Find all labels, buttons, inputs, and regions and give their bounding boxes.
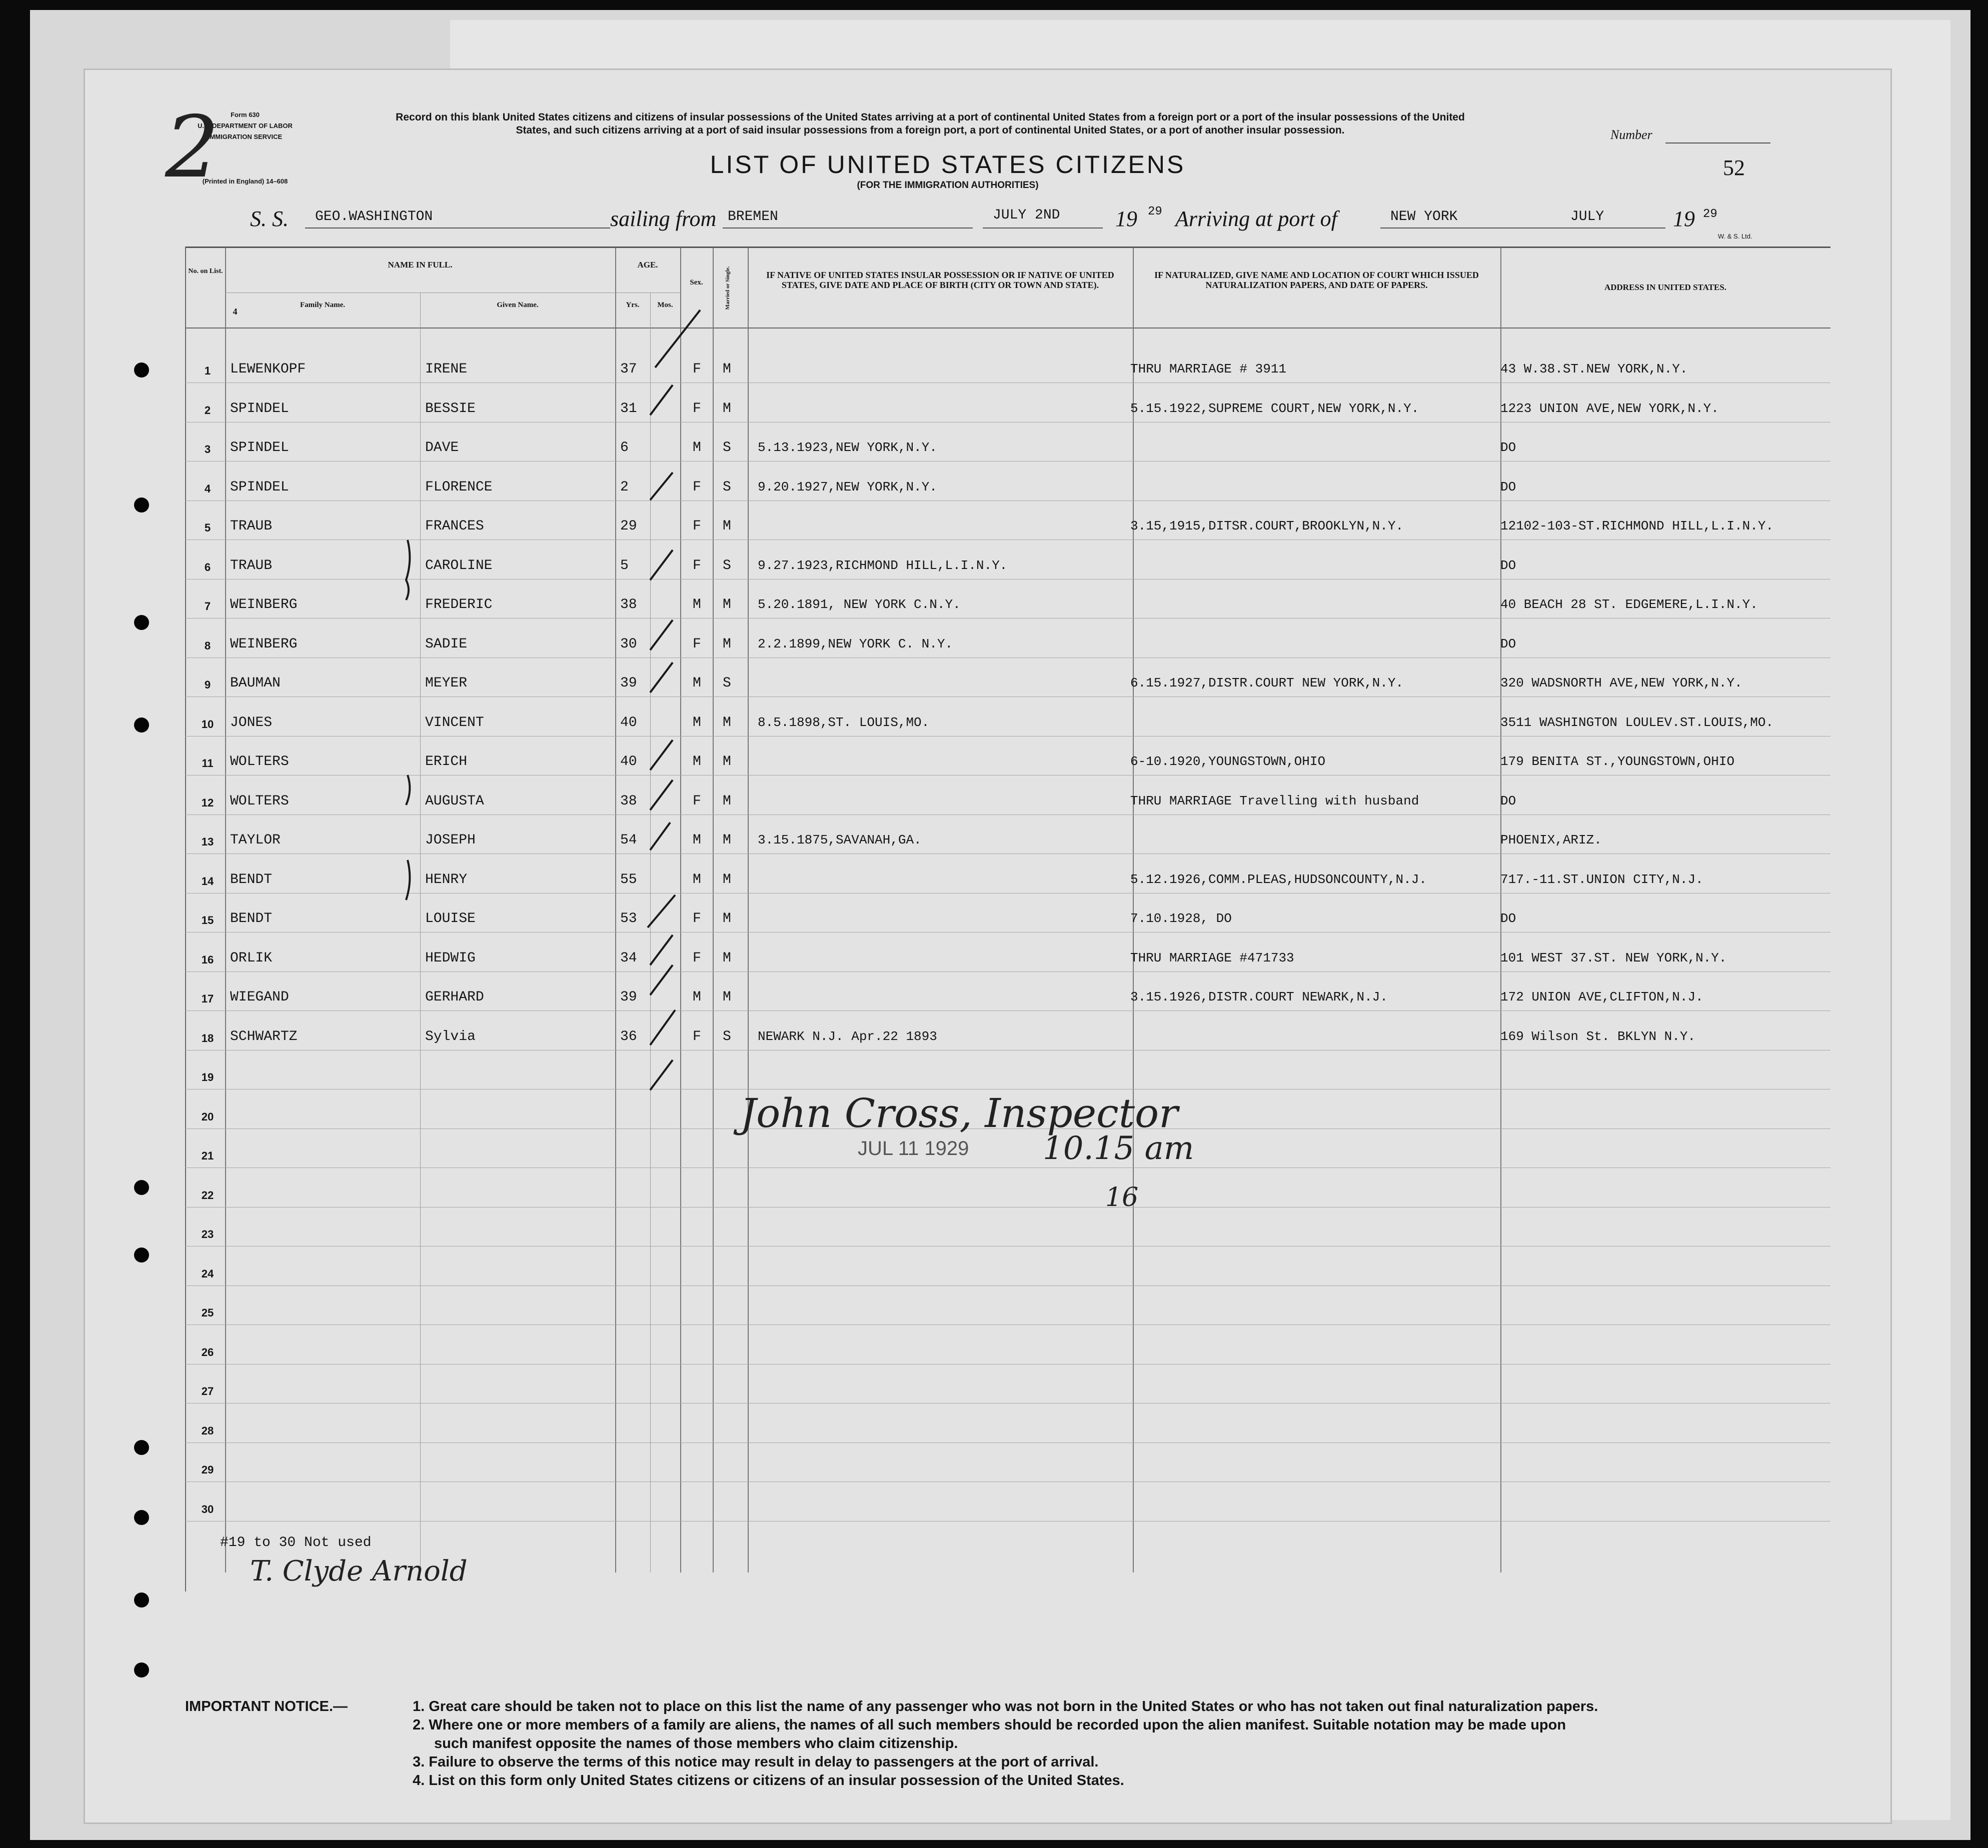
row-number: 10 [201,718,214,730]
cell-sex: F [693,636,701,652]
cell-family: ORLIK [230,950,273,966]
cell-yrs: 38 [620,597,637,612]
cell-family: JONES [230,714,273,730]
row-number: 3 [204,443,211,456]
page-count: 16 [1105,1182,1139,1212]
row-number: 7 [204,600,211,612]
cell-sex: M [693,676,701,691]
col-header-address: ADDRESS IN UNITED STATES. [1604,282,1727,292]
printer-mark: W. & S. Ltd. [1718,232,1752,240]
cell-given: FREDERIC [425,597,493,612]
cell-given: BESSIE [425,400,476,416]
cell-ms: M [723,362,731,377]
cell-yrs: 39 [620,676,637,691]
cell-family: TRAUB [230,558,273,574]
department: U.S. DEPARTMENT OF LABOR [198,122,293,130]
cell-address: 40 BEACH 28 ST. EDGEMERE,L.I.N.Y. [1500,597,1758,612]
col-header-given: Given Name. [497,301,539,309]
col-header-family: Family Name. [300,301,345,309]
cell-natural: 3.15,1915,DITSR.COURT,BROOKLYN,N.Y. [1130,518,1404,534]
cell-given: LOUISE [425,911,476,926]
cell-address: 3511 WASHINGTON LOULEV.ST.LOUIS,MO. [1500,714,1774,730]
row-number: 20 [201,1110,214,1123]
row-number: 8 [204,639,211,652]
cell-address: 43 W.38.ST.NEW YORK,N.Y. [1500,362,1688,376]
list-marker: 4 [233,306,238,316]
ship-name: GEO.WASHINGTON [315,209,433,224]
col-header-naturalized: IF NATURALIZED, GIVE NAME AND LOCATION OF COURT WHICH ISSUED NATURALIZATION PAPERS, AND DATE OF PAPERS. [1154,270,1479,290]
row-number: 27 [201,1385,214,1398]
col-header-native: IF NATIVE OF UNITED STATES INSULAR POSSESSION OR IF NATIVE OF UNITED STATES, GIVE DATE AND PLACE OF BIRTH (CITY OR TOWN AND STATE). [766,270,1114,290]
arrival-year: 29 [1703,208,1717,221]
cell-yrs: 54 [620,832,637,848]
cell-ms: S [723,440,731,456]
col-header-age: AGE. [637,260,658,270]
cell-ms: M [723,990,731,1005]
notice-item-2-cont: such manifest opposite the names of those members who claim citizenship. [434,1736,958,1752]
ss-label: S. S. [250,206,289,231]
cell-birth: 9.20.1927,NEW YORK,N.Y. [758,479,937,494]
cell-sex: F [693,400,701,416]
cell-family: WOLTERS [230,754,289,770]
page-title: LIST OF UNITED STATES CITIZENS [710,150,1186,178]
cell-address: 12102-103-ST.RICHMOND HILL,L.I.N.Y. [1500,518,1774,534]
cell-natural: 3.15.1926,DISTR.COURT NEWARK,N.J. [1130,990,1388,1004]
cell-yrs: 53 [620,911,637,926]
cell-ms: M [723,400,731,416]
cell-family: SPINDEL [230,400,289,416]
notice-item-1: 1. Great care should be taken not to place on this list the name of any passenger who was not born in the United States or who has not taken out final naturalization papers. [413,1698,1598,1714]
cell-sex: F [693,362,701,377]
cell-birth: NEWARK N.J. Apr.22 1893 [758,1028,937,1044]
cell-natural: 5.12.1926,COMM.PLEAS,HUDSONCOUNTY,N.J. [1130,872,1427,887]
time-note: 10.15 am [1043,1130,1194,1167]
cell-given: CAROLINE [425,558,493,574]
cell-sex: F [693,1028,701,1044]
row-number: 1 [204,364,211,377]
cell-family: BENDT [230,872,273,888]
cell-family: TAYLOR [230,832,281,848]
sail-date: JULY 2ND [993,208,1060,223]
cell-ms: M [723,636,731,652]
row-number: 14 [201,874,214,888]
cell-natural: THRU MARRIAGE #471733 [1130,950,1294,966]
cell-sex: F [693,479,701,495]
cell-given: AUGUSTA [425,793,484,809]
row-number: 11 [202,757,214,770]
cell-yrs: 40 [620,754,637,770]
cell-birth: 8.5.1898,ST. LOUIS,MO. [758,714,930,730]
cell-sex: F [693,793,701,809]
cell-address: DO [1500,636,1516,652]
cell-family: WOLTERS [230,793,289,809]
cell-given: GERHARD [425,990,484,1005]
cell-natural: 7.10.1928, DO [1130,911,1232,926]
cell-given: MEYER [425,676,468,691]
arrival-year-prefix: 19 [1673,206,1695,231]
cell-birth: 9.27.1923,RICHMOND HILL,L.I.N.Y. [758,558,1008,573]
row-number: 18 [201,1032,214,1044]
cell-yrs: 5 [620,558,629,574]
cell-given: FLORENCE [425,479,493,495]
cell-family: LEWENKOPF [230,362,306,377]
cell-sex: F [693,950,701,966]
cell-sex: M [693,754,701,770]
cell-ms: S [723,676,731,691]
form-number: Form 630 [231,111,260,118]
cell-natural: 6-10.1920,YOUNGSTOWN,OHIO [1130,754,1326,769]
cell-address: DO [1500,558,1516,573]
service: IMMIGRATION SERVICE [208,133,283,140]
row-number: 23 [201,1228,214,1240]
date-stamp: JUL 11 1929 [858,1138,969,1160]
row-number: 24 [201,1267,214,1280]
cell-natural: 5.15.1922,SUPREME COURT,NEW YORK,N.Y. [1130,400,1419,416]
cell-ms: S [723,558,731,574]
inspector-signature: John Cross, Inspector [740,1090,1178,1136]
cell-sex: M [693,832,701,848]
cell-sex: M [693,714,701,730]
cell-yrs: 55 [620,872,637,888]
cell-address: 179 BENITA ST.,YOUNGSTOWN,OHIO [1500,754,1735,769]
cell-family: SCHWARTZ [230,1028,298,1044]
not-used-note: #19 to 30 Not used [220,1535,372,1550]
cell-sex: F [693,911,701,926]
sailing-label: sailing from [610,206,717,231]
cell-ms: S [723,1028,731,1044]
cell-address: DO [1500,793,1516,808]
row-number: 5 [204,522,211,534]
cell-yrs: 37 [620,362,637,377]
cell-ms: M [723,950,731,966]
cell-ms: S [723,479,731,495]
row-number: 4 [204,482,211,495]
cell-address: DO [1500,440,1516,455]
cell-given: VINCENT [425,714,484,730]
cell-ms: M [723,714,731,730]
cell-yrs: 29 [620,518,637,534]
cell-sex: F [693,518,701,534]
cell-address: 717.-11.ST.UNION CITY,N.J. [1500,872,1703,887]
col-header-yrs: Yrs. [626,301,640,309]
cell-given: DAVE [425,440,459,456]
cell-ms: M [723,911,731,926]
arriving-label: Arriving at port of [1175,206,1337,231]
page-subtitle: (FOR THE IMMIGRATION AUTHORITIES) [857,180,1039,190]
cell-ms: M [723,754,731,770]
cell-sex: M [693,440,701,456]
cell-given: Sylvia [425,1028,476,1044]
intro-text: Record on this blank United States citizens and citizens of insular possessions of the United States arriving at a port of continental United States from a foreign port or a port of the insular possessions of the United States, and such citizens arriving at a port of said insular possessions from a foreign port, a port of continental United States, or a port of another insular possession. [396,112,1465,136]
lower-signature: T. Clyde Arnold [250,1555,468,1588]
page-number: 52 [1723,156,1745,180]
cell-birth: 3.15.1875,SAVANAH,GA. [758,832,922,848]
cell-yrs: 6 [620,440,629,456]
cell-given: HENRY [425,872,468,888]
cell-family: WEINBERG [230,636,298,652]
cell-natural: THRU MARRIAGE # 3911 [1130,362,1287,376]
cell-ms: M [723,793,731,809]
row-number: 30 [201,1502,214,1516]
cell-ms: M [723,872,731,888]
from-port: BREMEN [728,209,778,224]
cell-natural: 6.15.1927,DISTR.COURT NEW YORK,N.Y. [1130,676,1404,690]
col-header-no: No. on List. [188,268,223,275]
row-number: 9 [204,678,211,691]
cell-sex: F [693,558,701,574]
row-number: 21 [201,1150,214,1162]
cell-address: 101 WEST 37.ST. NEW YORK,N.Y. [1500,950,1727,966]
cell-address: 320 WADSNORTH AVE,NEW YORK,N.Y. [1500,676,1742,690]
cell-yrs: 30 [620,636,637,652]
arrival-month: JULY [1570,209,1604,224]
cell-ms: M [723,832,731,848]
cell-given: HEDWIG [425,950,476,966]
cell-sex: M [693,990,701,1005]
notice-item-2: 2. Where one or more members of a family are aliens, the names of all such members should be recorded upon the alien manifest. Suitable notation may be made upon [413,1717,1566,1733]
row-number: 15 [201,914,214,926]
notice-item-4: 4. List on this form only United States citizens or citizens of an insular possession of the United States. [413,1772,1124,1788]
cell-address: 169 Wilson St. BKLYN N.Y. [1500,1028,1696,1044]
cell-yrs: 34 [620,950,637,966]
row-number: 28 [201,1424,214,1437]
cell-family: BAUMAN [230,676,281,691]
cell-given: JOSEPH [425,832,476,848]
printed-note: (Printed in England) 14–608 [202,178,288,185]
cell-sex: M [693,872,701,888]
cell-birth: 5.13.1923,NEW YORK,N.Y. [758,440,937,455]
cell-birth: 5.20.1891, NEW YORK C.N.Y. [758,597,961,612]
cell-sex: M [693,597,701,612]
cell-given: SADIE [425,636,468,652]
notice-item-3: 3. Failure to observe the terms of this notice may result in delay to passengers at the port of arrival. [413,1754,1099,1770]
arrival-port: NEW YORK [1390,209,1458,224]
row-number: 12 [201,796,214,809]
corner-number: 2 [165,98,220,197]
cell-yrs: 31 [620,400,637,416]
cell-address: DO [1500,479,1516,494]
row-number: 25 [201,1306,214,1319]
cell-ms: M [723,597,731,612]
cell-family: BENDT [230,911,273,926]
cell-yrs: 40 [620,714,637,730]
number-label: Number [1610,128,1652,142]
cell-family: SPINDEL [230,440,289,456]
cell-address: PHOENIX,ARIZ. [1500,832,1602,848]
row-number: 29 [201,1464,214,1476]
cell-address: 172 UNION AVE,CLIFTON,N.J. [1500,990,1703,1004]
cell-family: TRAUB [230,518,273,534]
cell-family: WIEGAND [230,990,289,1005]
cell-yrs: 2 [620,479,629,495]
row-number: 26 [201,1346,214,1358]
cell-birth: 2.2.1899,NEW YORK C. N.Y. [758,636,953,652]
cell-given: ERICH [425,754,468,770]
cell-ms: M [723,518,731,534]
notice-label: IMPORTANT NOTICE.— [185,1698,348,1714]
col-header-sex: Sex. [690,278,703,286]
cell-family: WEINBERG [230,597,298,612]
cell-given: IRENE [425,362,468,377]
row-number: 19 [201,1071,214,1084]
row-number: 17 [201,992,214,1005]
row-number: 2 [204,404,211,416]
col-header-mos: Mos. [657,301,673,309]
cell-yrs: 38 [620,793,637,809]
cell-address: 1223 UNION AVE,NEW YORK,N.Y. [1500,400,1719,416]
year-prefix: 19 [1115,206,1137,231]
cell-natural: THRU MARRIAGE Travelling with husband [1130,793,1419,808]
row-number: 6 [204,560,211,574]
col-header-name: NAME IN FULL. [388,260,453,270]
row-number: 22 [201,1188,214,1202]
row-number: 13 [201,836,214,848]
cell-given: FRANCES [425,518,484,534]
cell-address: DO [1500,911,1516,926]
row-number: 16 [201,953,214,966]
cell-family: SPINDEL [230,479,289,495]
cell-yrs: 36 [620,1028,637,1044]
sail-year: 29 [1148,205,1162,218]
cell-yrs: 39 [620,990,637,1005]
col-header-married: Married or Single. [725,266,731,310]
